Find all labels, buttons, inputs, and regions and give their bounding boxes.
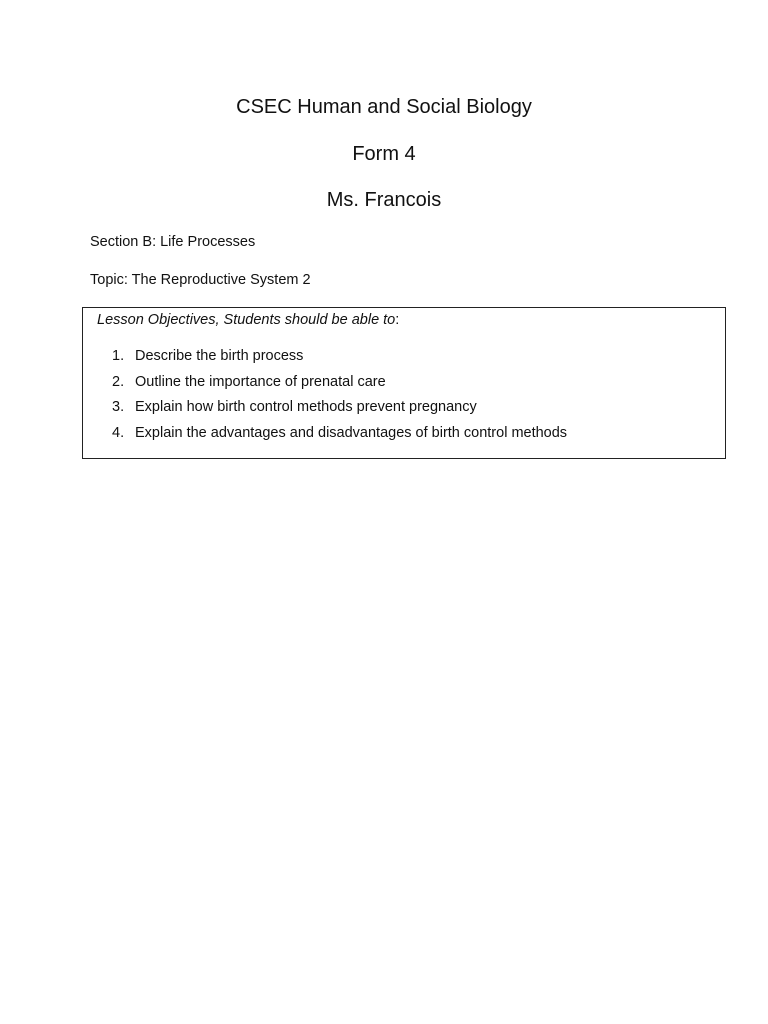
objective-number: 3. (112, 399, 125, 415)
form-level: Form 4 (352, 143, 416, 165)
objective-number: 1. (112, 348, 125, 364)
objective-number: 2. (112, 373, 125, 390)
objectives-heading (97, 311, 399, 329)
objective-text: Explain how birth control methods prevent pregnancy (135, 399, 477, 415)
objectives-heading-colon: : (395, 312, 400, 328)
objective-text: Explain the advantages and disadvantages of birth control methods (135, 424, 568, 441)
lesson-objectives-box (82, 307, 726, 459)
teacher-name: Ms. Francois (326, 189, 442, 211)
objective-text: Describe the birth process (135, 348, 304, 364)
objectives-heading-text: Lesson Objectives, Students should be able to (97, 312, 396, 328)
topic-label: Topic: The Reproductive System 2 (90, 272, 311, 288)
section-label: Section B: Life Processes (90, 234, 256, 250)
objective-text: Outline the importance of prenatal care (135, 373, 386, 390)
objective-number: 4. (112, 424, 125, 441)
course-title: CSEC Human and Social Biology (236, 96, 532, 118)
